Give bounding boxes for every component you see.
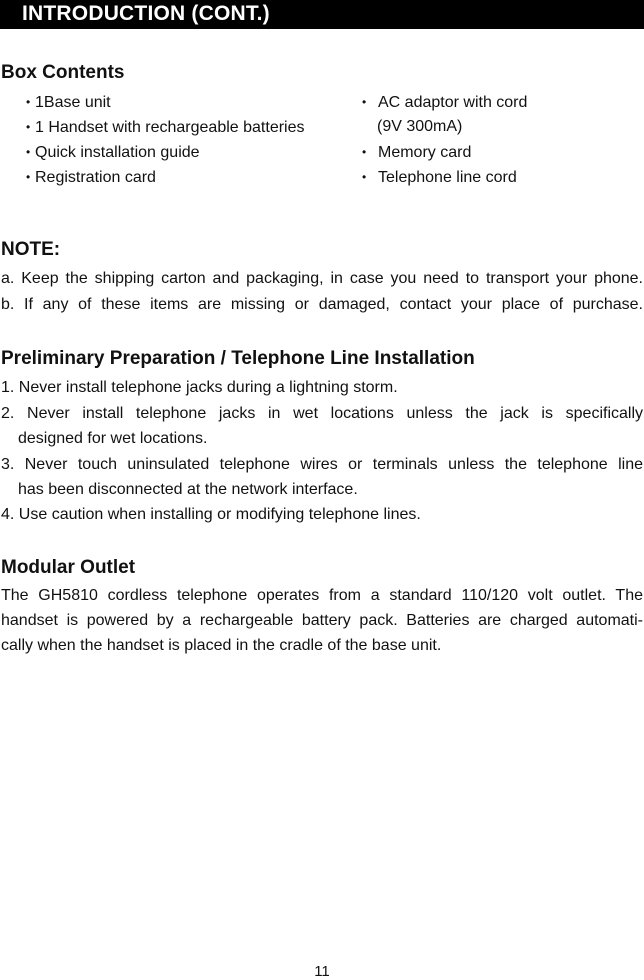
note-heading: NOTE: <box>1 239 61 260</box>
box-item-label: AC adaptor with cord <box>378 94 528 111</box>
preliminary-line: 3. Never touch uninsulated telephone wires or terminals unless the telephone line <box>1 456 643 473</box>
box-item-label: Telephone line cord <box>378 169 517 186</box>
modular-outlet-line: The GH5810 cordless telephone operates from a standard 110/120 volt outlet. The <box>1 587 643 604</box>
preliminary-line: 2. Never install telephone jacks in wet locations unless the jack is specifically <box>1 405 643 422</box>
preliminary-line: 4. Use caution when installing or modifying telephone lines. <box>1 506 421 523</box>
box-item-label: 1 Handset with rechargeable batteries <box>35 119 305 136</box>
box-item-label: Registration card <box>35 169 156 186</box>
preliminary-line: 1. Never install telephone jacks during a lightning storm. <box>1 379 398 396</box>
box-item-detail: (9V 300mA) <box>377 118 463 135</box>
modular-outlet-line: handset is powered by a rechargeable battery pack. Batteries are charged automati- <box>1 612 643 629</box>
bullet-icon: • <box>26 120 31 134</box>
box-item <box>362 167 517 188</box>
box-item-label: 1Base unit <box>35 94 111 111</box>
box-item <box>26 117 305 138</box>
page-number: 11 <box>314 963 330 980</box>
page-title: INTRODUCTION (CONT.) <box>22 2 270 25</box>
bullet-icon: • <box>362 170 367 184</box>
bullet-icon: • <box>26 95 31 109</box>
note-line: a. Keep the shipping carton and packaging, in case you need to transport your phone. <box>1 270 643 287</box>
preliminary-line: has been disconnected at the network interface. <box>18 481 358 498</box>
box-item <box>26 167 156 188</box>
preliminary-line: designed for wet locations. <box>18 430 208 447</box>
preliminary-heading: Preliminary Preparation / Telephone Line Installation <box>1 348 475 369</box>
box-item <box>362 142 471 163</box>
note-line: b. If any of these items are missing or damaged, contact your place of purchase. <box>1 296 643 313</box>
modular-outlet-line: cally when the handset is placed in the cradle of the base unit. <box>1 637 442 654</box>
bullet-icon: • <box>362 145 367 159</box>
bullet-icon: • <box>26 145 31 159</box>
box-item-label: Memory card <box>378 144 472 161</box>
box-item <box>26 92 111 113</box>
box-item <box>26 142 200 163</box>
modular-outlet-heading: Modular Outlet <box>1 557 136 578</box>
box-item-label: Quick installation guide <box>35 144 200 161</box>
box-contents-heading: Box Contents <box>1 62 125 83</box>
bullet-icon: • <box>26 170 31 184</box>
bullet-icon: • <box>362 95 367 109</box>
box-item <box>362 92 527 113</box>
